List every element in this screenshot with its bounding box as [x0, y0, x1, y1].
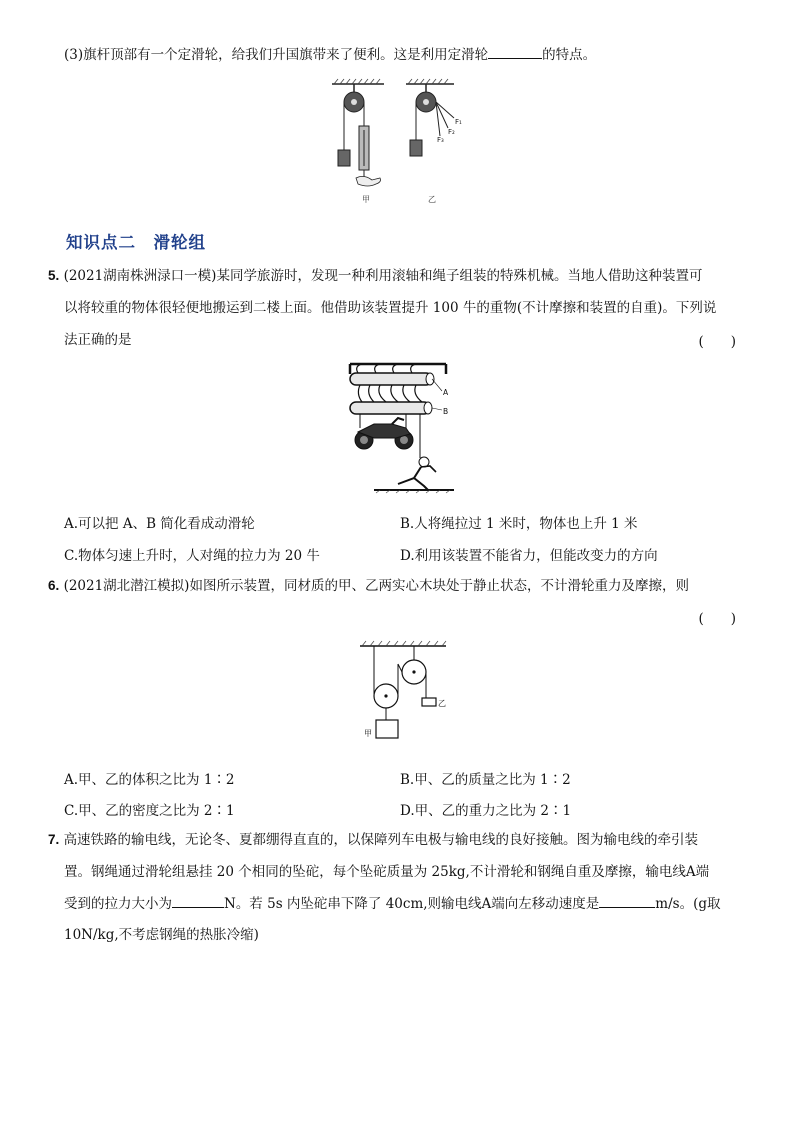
q7-line-3-b: N。若 5s 内坠砣串下降了 40cm,则输电线A端向左移动速度是	[224, 896, 600, 912]
q7-number: 7.	[48, 832, 60, 847]
q3-text-after: 的特点。	[542, 47, 597, 63]
q3-right-ceiling	[406, 79, 454, 92]
q3-right-weight	[410, 140, 422, 156]
q3-spring-scale	[356, 126, 381, 186]
q6-line-1-text: (2021湖北潜江模拟)如图所示装置，同材质的甲、乙两实心木块处于静止状态，不计滑轮重力及摩擦，则	[63, 578, 689, 594]
q6-movable-pulley	[374, 684, 398, 708]
q7-line-4: 10N/kg,不考虑钢绳的热胀冷缩)	[64, 927, 259, 943]
q6-option-a[interactable]: A.甲、乙的体积之比为 1∶2	[64, 772, 235, 788]
q6-option-b[interactable]: B.甲、乙的质量之比为 1∶2	[400, 772, 571, 788]
q5-person	[398, 457, 436, 490]
q7-line-3-a: 受到的拉力大小为	[64, 896, 172, 912]
q3-text	[64, 44, 738, 65]
q7-line-2: 置。钢绳通过滑轮组悬挂 20 个相同的坠砣，每个坠砣质量为 25kg,不计滑轮和钢绳自重及摩擦，输电线A端	[64, 864, 710, 880]
q3-left-pulley	[344, 92, 364, 112]
q6-block-jia	[376, 720, 398, 738]
q6-fig-label-jia: 甲	[364, 729, 372, 738]
q6-option-c[interactable]: C.甲、乙的密度之比为 2∶1	[64, 803, 235, 819]
q3-force-label-f2: F₂	[448, 128, 455, 136]
q6-option-d[interactable]: D.甲、乙的重力之比为 2∶1	[400, 803, 572, 819]
section-title: 知识点二 滑轮组	[66, 233, 206, 252]
q3-force-label-f3: F₃	[437, 136, 444, 144]
q5-answer-paren[interactable]: ( )	[698, 334, 736, 350]
q6-number: 6.	[48, 578, 60, 593]
q5-option-d[interactable]: D.利用该装置不能省力，但能改变力的方向	[400, 548, 658, 564]
q5-number: 5.	[48, 268, 60, 283]
q5-roller-a	[350, 373, 434, 385]
q3-text-before: (3)旗杆顶部有一个定滑轮，给我们升国旗带来了便利。这是利用定滑轮	[64, 47, 489, 63]
q7-blank-force[interactable]	[172, 893, 224, 908]
q7-line-3-c: m/s。(g取	[655, 896, 721, 912]
q7-line-1	[48, 830, 738, 850]
q3-left-weight	[338, 150, 350, 166]
q3-force-label-f1: F₁	[455, 118, 462, 126]
q5-motorcycle	[355, 418, 413, 449]
q5-option-a[interactable]: A.可以把 A、B 简化看成动滑轮	[64, 516, 255, 532]
q5-fig-label-a: A	[443, 388, 449, 397]
q5-option-b[interactable]: B.人将绳拉过 1 米时，物体也上升 1 米	[400, 516, 638, 532]
q3-pulley-figure	[324, 78, 474, 206]
q5-line-2: 以将较重的物体很轻便地搬运到二楼上面。他借助该装置提升 100 牛的重物(不计摩擦和装置的自重)。下列说	[64, 300, 717, 316]
q5-fig-label-b: B	[443, 407, 449, 416]
q3-blank[interactable]	[488, 44, 542, 59]
q6-fixed-pulley	[402, 660, 426, 684]
q7-blank-speed[interactable]	[599, 893, 655, 908]
q6-fig-label-yi: 乙	[438, 699, 446, 708]
q5-option-c[interactable]: C.物体匀速上升时，人对绳的拉力为 20 牛	[64, 548, 320, 564]
q3-right-pulley	[416, 92, 436, 112]
q5-roller-b	[350, 402, 432, 414]
q5-line-1	[48, 266, 738, 286]
q7-line-1-text: 高速铁路的输电线，无论冬、夏都绷得直直的，以保障列车电极与输电线的良好接触。图为输电线的牵引装	[63, 832, 699, 848]
q6-answer-paren[interactable]: ( )	[698, 611, 736, 627]
q6-pulley-figure	[356, 640, 456, 742]
q3-fig-label-left: 甲	[362, 195, 370, 204]
q6-line-1	[48, 576, 738, 596]
q7-line-3	[64, 893, 738, 914]
q6-block-yi	[422, 698, 436, 706]
q5-line-1-text: (2021湖南株洲渌口一模)某同学旅游时，发现一种利用滚轴和绳子组装的特殊机械。当地人借助这种装置可	[63, 268, 703, 284]
q5-roller-figure	[346, 362, 458, 494]
q3-fig-label-right: 乙	[428, 195, 436, 204]
q3-left-ceiling	[332, 79, 384, 92]
q5-line-3: 法正确的是	[64, 332, 132, 348]
